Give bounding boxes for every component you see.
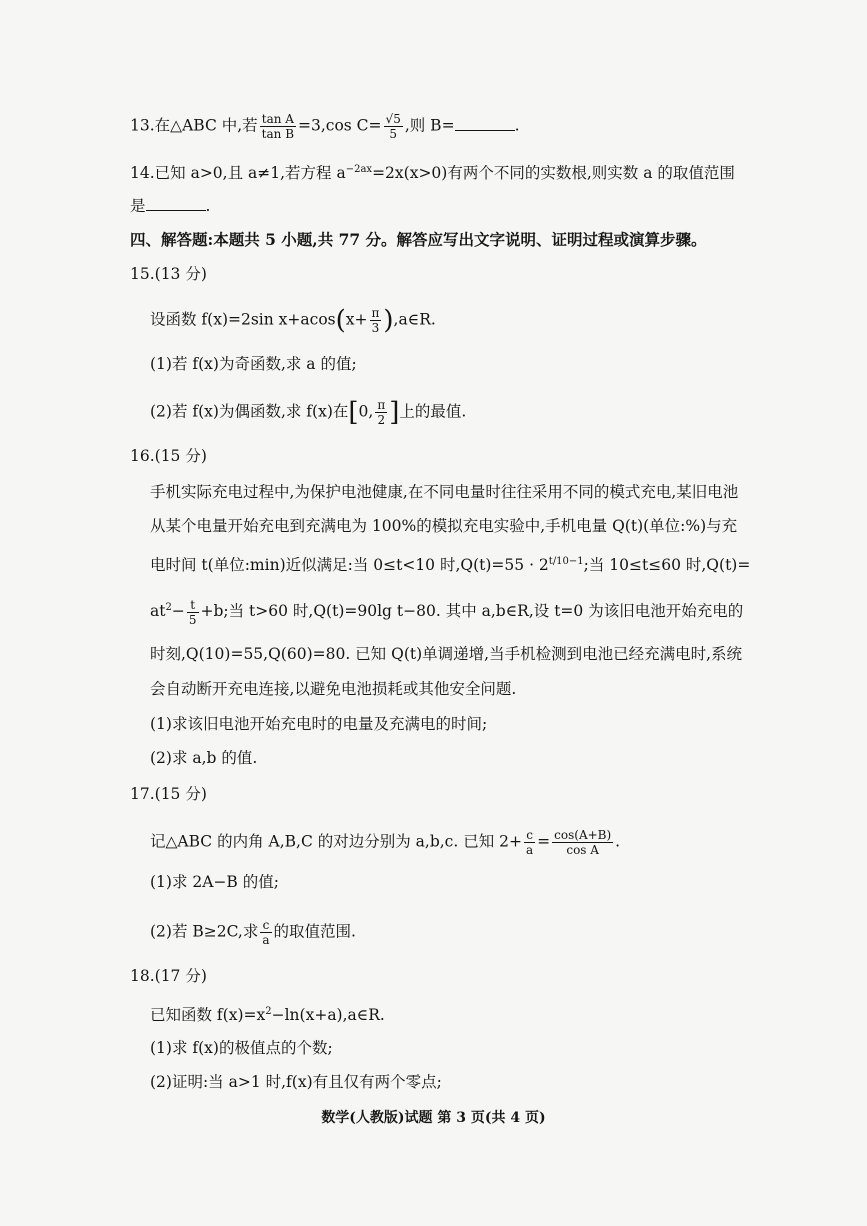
q15-fraction-pi3 (370, 306, 382, 335)
q13-number: 13. (130, 116, 155, 135)
q15-part2-frac-num: π (377, 398, 386, 412)
q18-stem (150, 1000, 767, 1027)
q15-stem (150, 306, 767, 335)
q16-line4-mid: − (171, 602, 185, 621)
q16-fraction-t5 (187, 598, 199, 627)
q17-stem-pre: 记△ABC 的内角 A,B,C 的对边分别为 a,b,c. 已知 2+ (150, 832, 522, 851)
q16-line4-pre: at (150, 602, 166, 621)
q15-stem-post: ,a∈R. (393, 310, 436, 329)
q16-part1: (1)求该旧电池开始充电时的电量及充满电的时间; (150, 715, 488, 733)
q13-frac-den: tan B (261, 127, 295, 141)
q17-frac2-den: cos A (566, 843, 599, 857)
q15-frac-den: 3 (371, 321, 380, 335)
q15-part2-int: 0, (358, 402, 374, 421)
q14-exponent: −2ax (345, 164, 373, 175)
q17-header: 17.(15 分) (130, 785, 207, 803)
q17-stem (150, 828, 767, 857)
q17-stem-eq: = (537, 832, 551, 851)
q16-line3-exp: t/10−1 (548, 556, 584, 567)
q17-part2-fraction (260, 918, 271, 947)
q13-post: ,则 B= (404, 116, 455, 135)
q17-part2-frac-num: c (260, 918, 271, 933)
q15-part2-pre: (2)若 f(x)为偶函数,求 f(x)在 (150, 402, 349, 421)
q13-frac2-num: √5 (385, 112, 401, 126)
q15-stem-pre: 设函数 f(x)=2sin x+acos (150, 310, 336, 329)
q16-line4-post: +b;当 t>60 时,Q(t)=90lg t−80. 其中 a,b∈R,设 t=0 为该旧电池开始充电的 (200, 602, 744, 621)
q17-fraction-ca (524, 828, 535, 857)
q13-fraction-tan (260, 112, 296, 141)
page-footer: 数学(人教版)试题 第 3 页(共 4 页) (321, 1110, 546, 1126)
section-4-heading: 四、解答题:本题共 5 小题,共 77 分。解答应写出文字说明、证明过程或演算步骤。 (130, 230, 707, 249)
q13-pre: 在△ABC 中,若 (154, 116, 258, 135)
q15-part1: (1)若 f(x)为奇函数,求 a 的值; (150, 355, 357, 373)
q18-stem-exp: 2 (265, 1006, 272, 1017)
q16-part2: (2)求 a,b 的值. (150, 749, 258, 767)
q18-stem-pre: 已知函数 f(x)=x (150, 1006, 266, 1025)
q17-part2-post: 的取值范围. (273, 922, 356, 941)
q15-part2-frac-den: 2 (377, 413, 386, 427)
q16-line5: 时刻,Q(10)=55,Q(60)=80. 已知 Q(t)单调递增,当手机检测到电池已经充满电时,系统 (150, 645, 742, 663)
q13-frac-num: tan A (260, 112, 296, 127)
q15-stem-arg: x+ (345, 310, 368, 329)
question-14-line1 (130, 158, 767, 185)
q18-stem-post: −ln(x+a),a∈R. (271, 1006, 385, 1025)
q17-frac-den: a (526, 843, 534, 857)
q17-frac-num: c (524, 828, 535, 843)
q17-part2 (150, 918, 767, 947)
q18-part2: (2)证明:当 a>1 时,f(x)有且仅有两个零点; (150, 1073, 442, 1091)
q17-part2-pre: (2)若 B≥2C,求 (150, 922, 259, 941)
q14-line2-pre: 是 (130, 197, 146, 215)
q17-part2-frac-den: a (262, 933, 270, 947)
q15-paren-open: ( (335, 305, 346, 336)
q16-line2: 从某个电量开始充电到充满电为 100%的模拟充电实验中,手机电量 Q(t)(单位:%)与充 (150, 517, 738, 535)
q15-paren-close: ) (383, 305, 394, 336)
q14-line2-post: . (205, 197, 211, 215)
q13-fraction-cos (384, 112, 403, 141)
q16-line1: 手机实际充电过程中,为保护电池健康,在不同电量时往往采用不同的模式充电,某旧电池 (150, 483, 739, 501)
q15-part2-post: 上的最值. (399, 402, 467, 421)
q17-frac2-num: cos(A+B) (554, 828, 612, 842)
q13-end: . (514, 116, 520, 135)
q15-header: 15.(13 分) (130, 265, 207, 283)
q17-stem-post: . (615, 832, 621, 851)
q13-frac2-den: 5 (389, 127, 397, 141)
q14-line1b: =2x(x>0)有两个不同的实数根,则实数 a 的取值范围 (372, 164, 735, 183)
q17-fraction-cos (552, 828, 613, 857)
q16-header: 16.(15 分) (130, 447, 207, 465)
q16-line3 (150, 550, 767, 577)
q15-bracket-close: ] (389, 397, 400, 428)
q16-line6: 会自动断开充电连接,以避免电池损耗或其他安全问题. (150, 680, 517, 698)
q18-header: 18.(17 分) (130, 967, 207, 985)
q16-line4-exp: 2 (165, 602, 172, 613)
q16-frac-den: 5 (188, 612, 197, 627)
q15-part2 (150, 398, 767, 427)
q14-line1: 14.已知 a>0,且 a≠1,若方程 a (130, 164, 346, 183)
q14-answer-blank (146, 196, 206, 211)
question-14-line2 (130, 194, 767, 218)
q17-part1: (1)求 2A−B 的值; (150, 873, 279, 891)
q15-frac-num: π (371, 306, 380, 320)
q16-line4 (150, 596, 767, 627)
q15-bracket-open: [ (348, 397, 359, 428)
q16-frac-num: t (187, 598, 199, 613)
q16-line3-pre: 电时间 t(单位:min)近似满足:当 0≤t<10 时,Q(t)=55 · 2 (150, 556, 549, 575)
question-13 (130, 112, 767, 141)
q13-answer-blank (455, 116, 515, 131)
q13-mid: =3,cos C= (298, 116, 382, 135)
q15-fraction-pi2 (375, 398, 387, 427)
q18-part1: (1)求 f(x)的极值点的个数; (150, 1039, 333, 1057)
q16-line3-post: ;当 10≤t≤60 时,Q(t)= (583, 556, 751, 575)
